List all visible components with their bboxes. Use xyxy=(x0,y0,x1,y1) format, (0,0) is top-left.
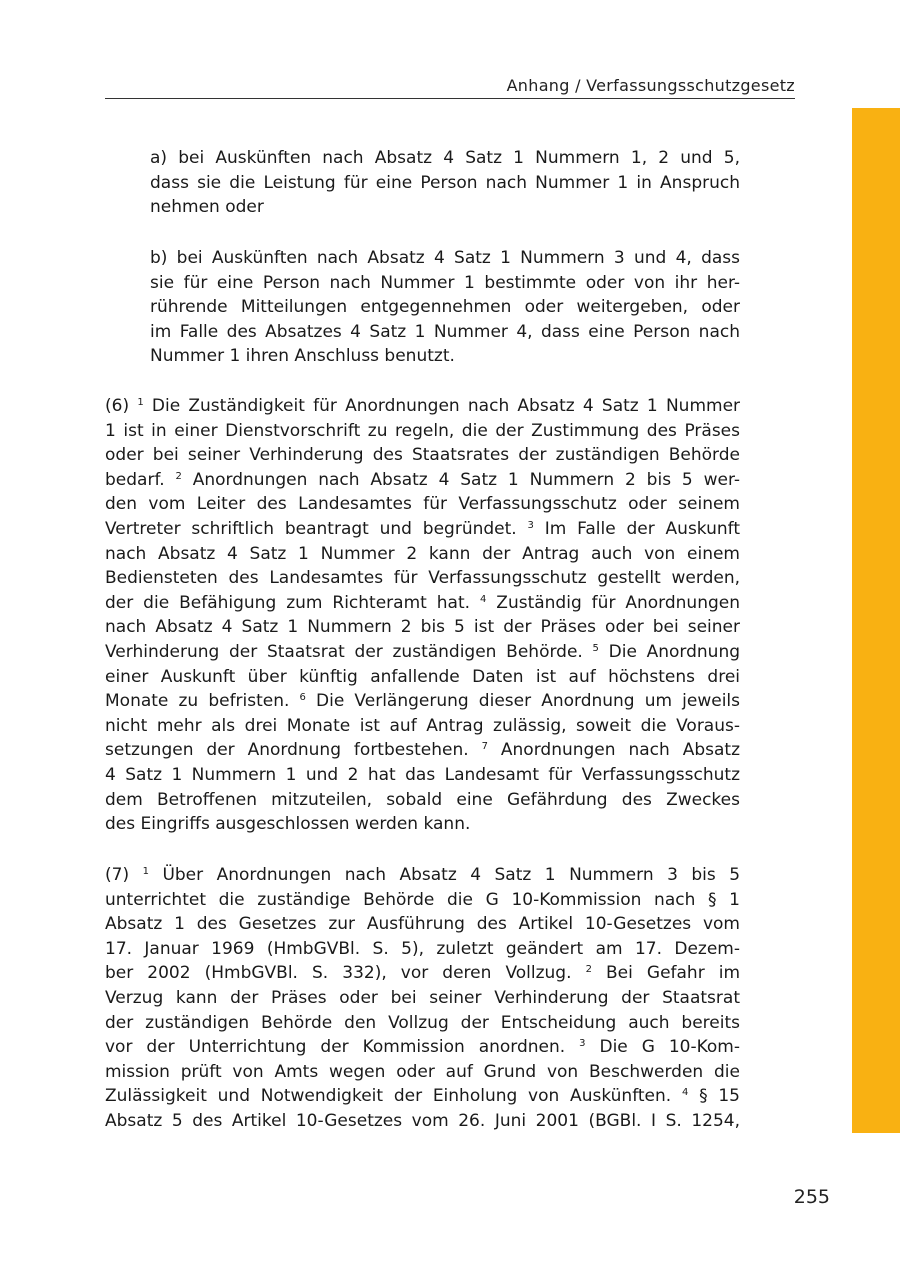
sentence-number: 3 xyxy=(527,519,534,531)
text-line: der die Befähigung zum Richteramt hat. $^4$ Zuständig für Anordnungen xyxy=(105,592,741,613)
text-line: im Falle des Absatzes 4 Satz 1 Nummer 4, dass eine Person nach xyxy=(150,321,740,342)
header-divider xyxy=(105,98,795,99)
text-line: ber 2002 (HmbGVBl. S. 332), vor deren Vollzug. $^2$ Bei Gefahr im xyxy=(105,963,741,984)
text-line: rührende Mitteilungen entgegennehmen oder weitergeben, oder xyxy=(150,297,740,318)
text-line: 17. Januar 1969 (HmbGVBl. S. 5), zuletzt geändert am 17. Dezem- xyxy=(105,938,740,959)
sentence-number: 7 xyxy=(481,741,488,753)
text-line: Verzug kann der Präses oder bei seiner Verhinderung der Staatsrat xyxy=(105,987,740,1008)
sentence-number: 2 xyxy=(175,470,182,482)
text-line: nach Absatz 4 Satz 1 Nummer 2 kann der Antrag auch von einem xyxy=(105,543,740,564)
text-line: den vom Leiter des Landesamtes für Verfassungsschutz oder seinem xyxy=(105,494,740,515)
sentence-number: 6 xyxy=(299,692,306,704)
text-line: sie für eine Person nach Nummer 1 bestimmte oder von ihr her- xyxy=(150,272,740,293)
text-line: Zulässigkeit und Notwendigkeit der Einholung von Auskünften. $^4$ § 15 xyxy=(105,1086,740,1107)
text-line: Monate zu befristen. $^6$ Die Verlängerung dieser Anordnung um jeweils xyxy=(105,691,741,712)
text-line: Verhinderung der Staatsrat der zuständigen Behörde. $^5$ Die Anordnung xyxy=(105,641,741,662)
text-line: setzungen der Anordnung fortbestehen. $^7$ Anordnungen nach Absatz xyxy=(105,740,741,761)
text-line: oder bei seiner Verhinderung des Staatsrates der zuständigen Behörde xyxy=(105,445,740,466)
text-line: (7) $^1$ Über Anordnungen nach Absatz 4 Satz 1 Nummern 3 bis 5 xyxy=(105,865,741,885)
text-line: Vertreter schriftlich beantragt und begründet. $^3$ Im Falle der Auskunft xyxy=(105,518,741,539)
text-line: vor der Unterrichtung der Kommission anordnen. $^3$ Die G 10-Kom- xyxy=(105,1037,740,1058)
sentence-number: 4 xyxy=(479,593,487,605)
text-line: Nummer 1 ihren Anschluss benutzt. xyxy=(150,346,455,367)
text-line: b) bei Auskünften nach Absatz 4 Satz 1 Nummern 3 und 4, dass xyxy=(150,248,740,268)
list-item-a xyxy=(150,146,740,220)
paragraph-label: (6) xyxy=(105,396,130,416)
text-line: einer Auskunft über künftig anfallende Daten ist auf höchstens drei xyxy=(105,666,740,687)
paragraph-7 xyxy=(105,863,740,1134)
running-header: Anhang / Verfassungsschutzgesetz xyxy=(506,76,795,95)
paragraph-label: (7) xyxy=(105,865,130,885)
text-line: Bediensteten des Landesamtes für Verfassungsschutz gestellt werden, xyxy=(105,568,740,589)
text-line: Absatz 5 des Artikel 10-Gesetzes vom 26. Juni 2001 (BGBl. I S. 1254, xyxy=(105,1110,740,1131)
text-line: der zuständigen Behörde den Vollzug der Entscheidung auch bereits xyxy=(105,1012,740,1033)
text-line: a) bei Auskünften nach Absatz 4 Satz 1 Nummern 1, 2 und 5, xyxy=(150,148,740,168)
text-line: 4 Satz 1 Nummern 1 und 2 hat das Landesamt für Verfassungsschutz xyxy=(105,764,740,785)
chapter-tab xyxy=(852,108,900,1133)
text-line: Absatz 1 des Gesetzes zur Ausführung des Artikel 10-Gesetzes vom xyxy=(105,914,740,935)
paragraph-6 xyxy=(105,394,740,837)
sentence-number: 1 xyxy=(137,397,144,408)
list-item-b xyxy=(150,246,740,369)
sentence-number: 4 xyxy=(681,1087,689,1099)
sentence-number: 5 xyxy=(592,642,599,654)
text-line: bedarf. $^2$ Anordnungen nach Absatz 4 Satz 1 Nummern 2 bis 5 wer- xyxy=(105,469,741,490)
text-line: dem Betroffenen mitzuteilen, sobald eine Gefährdung des Zweckes xyxy=(105,789,740,810)
text-line: mission prüft von Amts wegen oder auf Grund von Beschwerden die xyxy=(105,1061,740,1082)
page-number: 255 xyxy=(793,1186,830,1208)
sentence-number: 1 xyxy=(142,866,149,877)
text-line: dass sie die Leistung für eine Person nach Nummer 1 in Anspruch xyxy=(150,172,740,193)
text-line: (6) $^1$ Die Zuständigkeit für Anordnungen nach Absatz 4 Satz 1 Nummer xyxy=(105,396,741,416)
text-line: nehmen oder xyxy=(150,197,264,218)
text-line: des Eingriffs ausgeschlossen werden kann. xyxy=(105,814,471,835)
text-line: nach Absatz 4 Satz 1 Nummern 2 bis 5 ist der Präses oder bei seiner xyxy=(105,617,740,638)
sentence-number: 3 xyxy=(579,1038,586,1050)
text-line: nicht mehr als drei Monate ist auf Antrag zulässig, soweit die Voraus- xyxy=(105,715,740,736)
text-line: 1 ist in einer Dienstvorschrift zu regeln, die der Zustimmung des Präses xyxy=(105,420,740,441)
sentence-number: 2 xyxy=(585,964,592,976)
text-line: unterrichtet die zuständige Behörde die G 10-Kommission nach § 1 xyxy=(105,889,740,910)
